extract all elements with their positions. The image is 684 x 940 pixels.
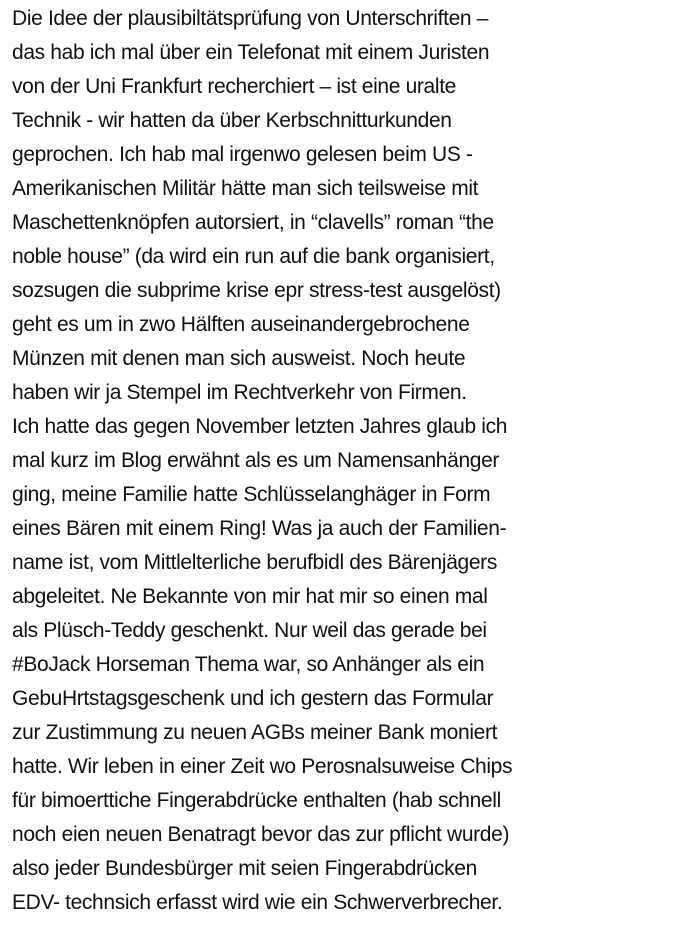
text-line: zur Zustimmung zu neuen AGBs meiner Bank moniert <box>12 721 498 744</box>
body-text <box>12 2 680 920</box>
text-line: noch eien neuen Benatragt bevor das zur pflicht wurde) <box>12 823 510 846</box>
text-line: das hab ich mal über ein Telefonat mit einem Juristen <box>12 41 490 64</box>
text-line: geprochen. Ich hab mal irgenwo gelesen beim US - <box>12 143 473 166</box>
text-line: name ist, vom Mittlelterliche berufbidl des Bärenjägers <box>12 551 497 574</box>
text-line: eines Bären mit einem Ring! Was ja auch der Familien- <box>12 517 507 540</box>
text-line: Münzen mit denen man sich ausweist. Noch heute <box>12 347 466 370</box>
text-line: geht es um in zwo Hälften auseinandergebrochene <box>12 313 470 336</box>
text-line: ging, meine Familie hatte Schlüsselanghäger in Form <box>12 483 491 506</box>
text-line: mal kurz im Blog erwähnt als es um Namensanhänger <box>12 449 500 472</box>
text-line: #BoJack Horseman Thema war, so Anhänger als ein <box>12 653 485 676</box>
text-line: Maschettenknöpfen autorsiert, in “clavells” roman “the <box>12 211 494 234</box>
text-line: Technik - wir hatten da über Kerbschnitturkunden <box>12 109 452 132</box>
text-line: also jeder Bundesbürger mit seien Fingerabdrücken <box>12 857 477 880</box>
text-line: hatte. Wir leben in einer Zeit wo Perosnalsuweise Chips <box>12 755 513 778</box>
text-line: GebuHrtstagsgeschenk und ich gestern das Formular <box>12 687 494 710</box>
text-line: abgeleitet. Ne Bekannte von mir hat mir so einen mal <box>12 585 488 608</box>
text-line: sozsugen die subprime krise epr stress-test ausgelöst) <box>12 279 501 302</box>
text-line: noble house” (da wird ein run auf die bank organisiert, <box>12 245 495 268</box>
text-line: Ich hatte das gegen November letzten Jahres glaub ich <box>12 415 508 438</box>
text-line: EDV- technsich erfasst wird wie ein Schwerverbrecher. <box>12 891 503 914</box>
text-line: haben wir ja Stempel im Rechtverkehr von Firmen. <box>12 381 467 404</box>
text-line: für bimoertt‌iche Fingerabdrücke enthalten (hab schnell <box>12 789 501 812</box>
text-line: Amerikanischen Militär hätte man sich teilsweise mit <box>12 177 479 200</box>
text-line: Die Idee der plausibiltätsprüfung von Unterschriften – <box>12 7 489 30</box>
text-line: von der Uni Frankfurt recherchiert – ist eine uralte <box>12 75 457 98</box>
text-line: als Plüsch-Teddy geschenkt. Nur weil das gerade bei <box>12 619 487 642</box>
